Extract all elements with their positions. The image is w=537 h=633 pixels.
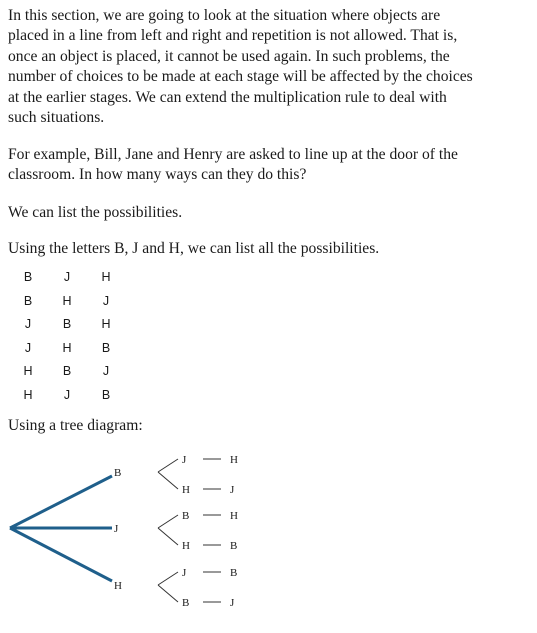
permutation-letter: J bbox=[24, 317, 32, 332]
tree-trunk-branch bbox=[10, 528, 112, 581]
intro-line: number of choices to be made at each stage will be affected by the choices bbox=[8, 68, 473, 86]
permutation-letter: J bbox=[102, 293, 110, 308]
letters-intro-text: Using the letters B, J and H, we can list all the possibilities. bbox=[8, 240, 380, 257]
tree-third-node: H bbox=[230, 510, 238, 522]
tree-branch-line bbox=[158, 585, 178, 602]
tree-third-node: J bbox=[230, 484, 235, 496]
tree-diagram bbox=[8, 446, 268, 626]
tree-first-node: H bbox=[114, 580, 122, 592]
tree-first-node: B bbox=[114, 467, 122, 479]
permutation-letter: H bbox=[62, 293, 72, 308]
permutation-letter: H bbox=[23, 364, 33, 379]
permutation-letter: J bbox=[63, 387, 71, 402]
tree-second-node: B bbox=[182, 510, 190, 522]
tree-branch-line bbox=[158, 528, 178, 545]
tree-second-node: H bbox=[182, 540, 190, 552]
tree-first-node: J bbox=[114, 523, 119, 535]
tree-second-node: J bbox=[182, 454, 187, 466]
permutation-letter: J bbox=[102, 364, 110, 379]
tree-intro-text: Using a tree diagram: bbox=[8, 417, 143, 434]
tree-third-node: B bbox=[230, 540, 238, 552]
tree-second-node: B bbox=[182, 597, 190, 609]
permutation-letter: B bbox=[101, 387, 111, 402]
intro-line: such situations. bbox=[8, 109, 105, 127]
tree-branch-line bbox=[158, 515, 178, 528]
permutation-letter: J bbox=[24, 340, 32, 355]
permutation-letter: B bbox=[62, 364, 72, 379]
tree-third-node: H bbox=[230, 454, 238, 466]
tree-branch-line bbox=[158, 572, 178, 585]
tree-branch-line bbox=[158, 472, 178, 489]
permutation-letter: B bbox=[62, 317, 72, 332]
permutation-letter: J bbox=[63, 270, 71, 284]
tree-second-node: J bbox=[182, 567, 187, 579]
intro-line: once an object is placed, it cannot be used again. In such problems, the bbox=[8, 47, 450, 65]
intro-line: at the earlier stages. We can extend the multiplication rule to deal with bbox=[8, 88, 447, 106]
tree-third-node: J bbox=[230, 597, 235, 609]
tree-second-node: H bbox=[182, 484, 190, 496]
intro-line: In this section, we are going to look at the situation where objects are bbox=[8, 7, 441, 24]
permutation-letter: H bbox=[101, 270, 111, 284]
example-line: For example, Bill, Jane and Henry are asked to line up at the door of the bbox=[8, 146, 458, 163]
tree-third-node: B bbox=[230, 567, 238, 579]
example-paragraph bbox=[8, 145, 458, 186]
permutation-letter: B bbox=[23, 293, 33, 308]
permutation-letter: B bbox=[23, 270, 33, 284]
permutation-letter: H bbox=[23, 387, 33, 402]
intro-paragraph bbox=[8, 6, 473, 128]
intro-line: placed in a line from left and right and repetition is not allowed. That is, bbox=[8, 27, 458, 45]
permutation-letter: H bbox=[62, 340, 72, 355]
list-intro-text: We can list the possibilities. bbox=[8, 204, 183, 221]
example-line: classroom. In how many ways can they do this? bbox=[8, 166, 307, 184]
permutation-letter: H bbox=[101, 317, 111, 332]
permutation-letter: B bbox=[101, 340, 111, 355]
tree-branch-line bbox=[158, 459, 178, 472]
tree-trunk-branch bbox=[10, 476, 112, 528]
